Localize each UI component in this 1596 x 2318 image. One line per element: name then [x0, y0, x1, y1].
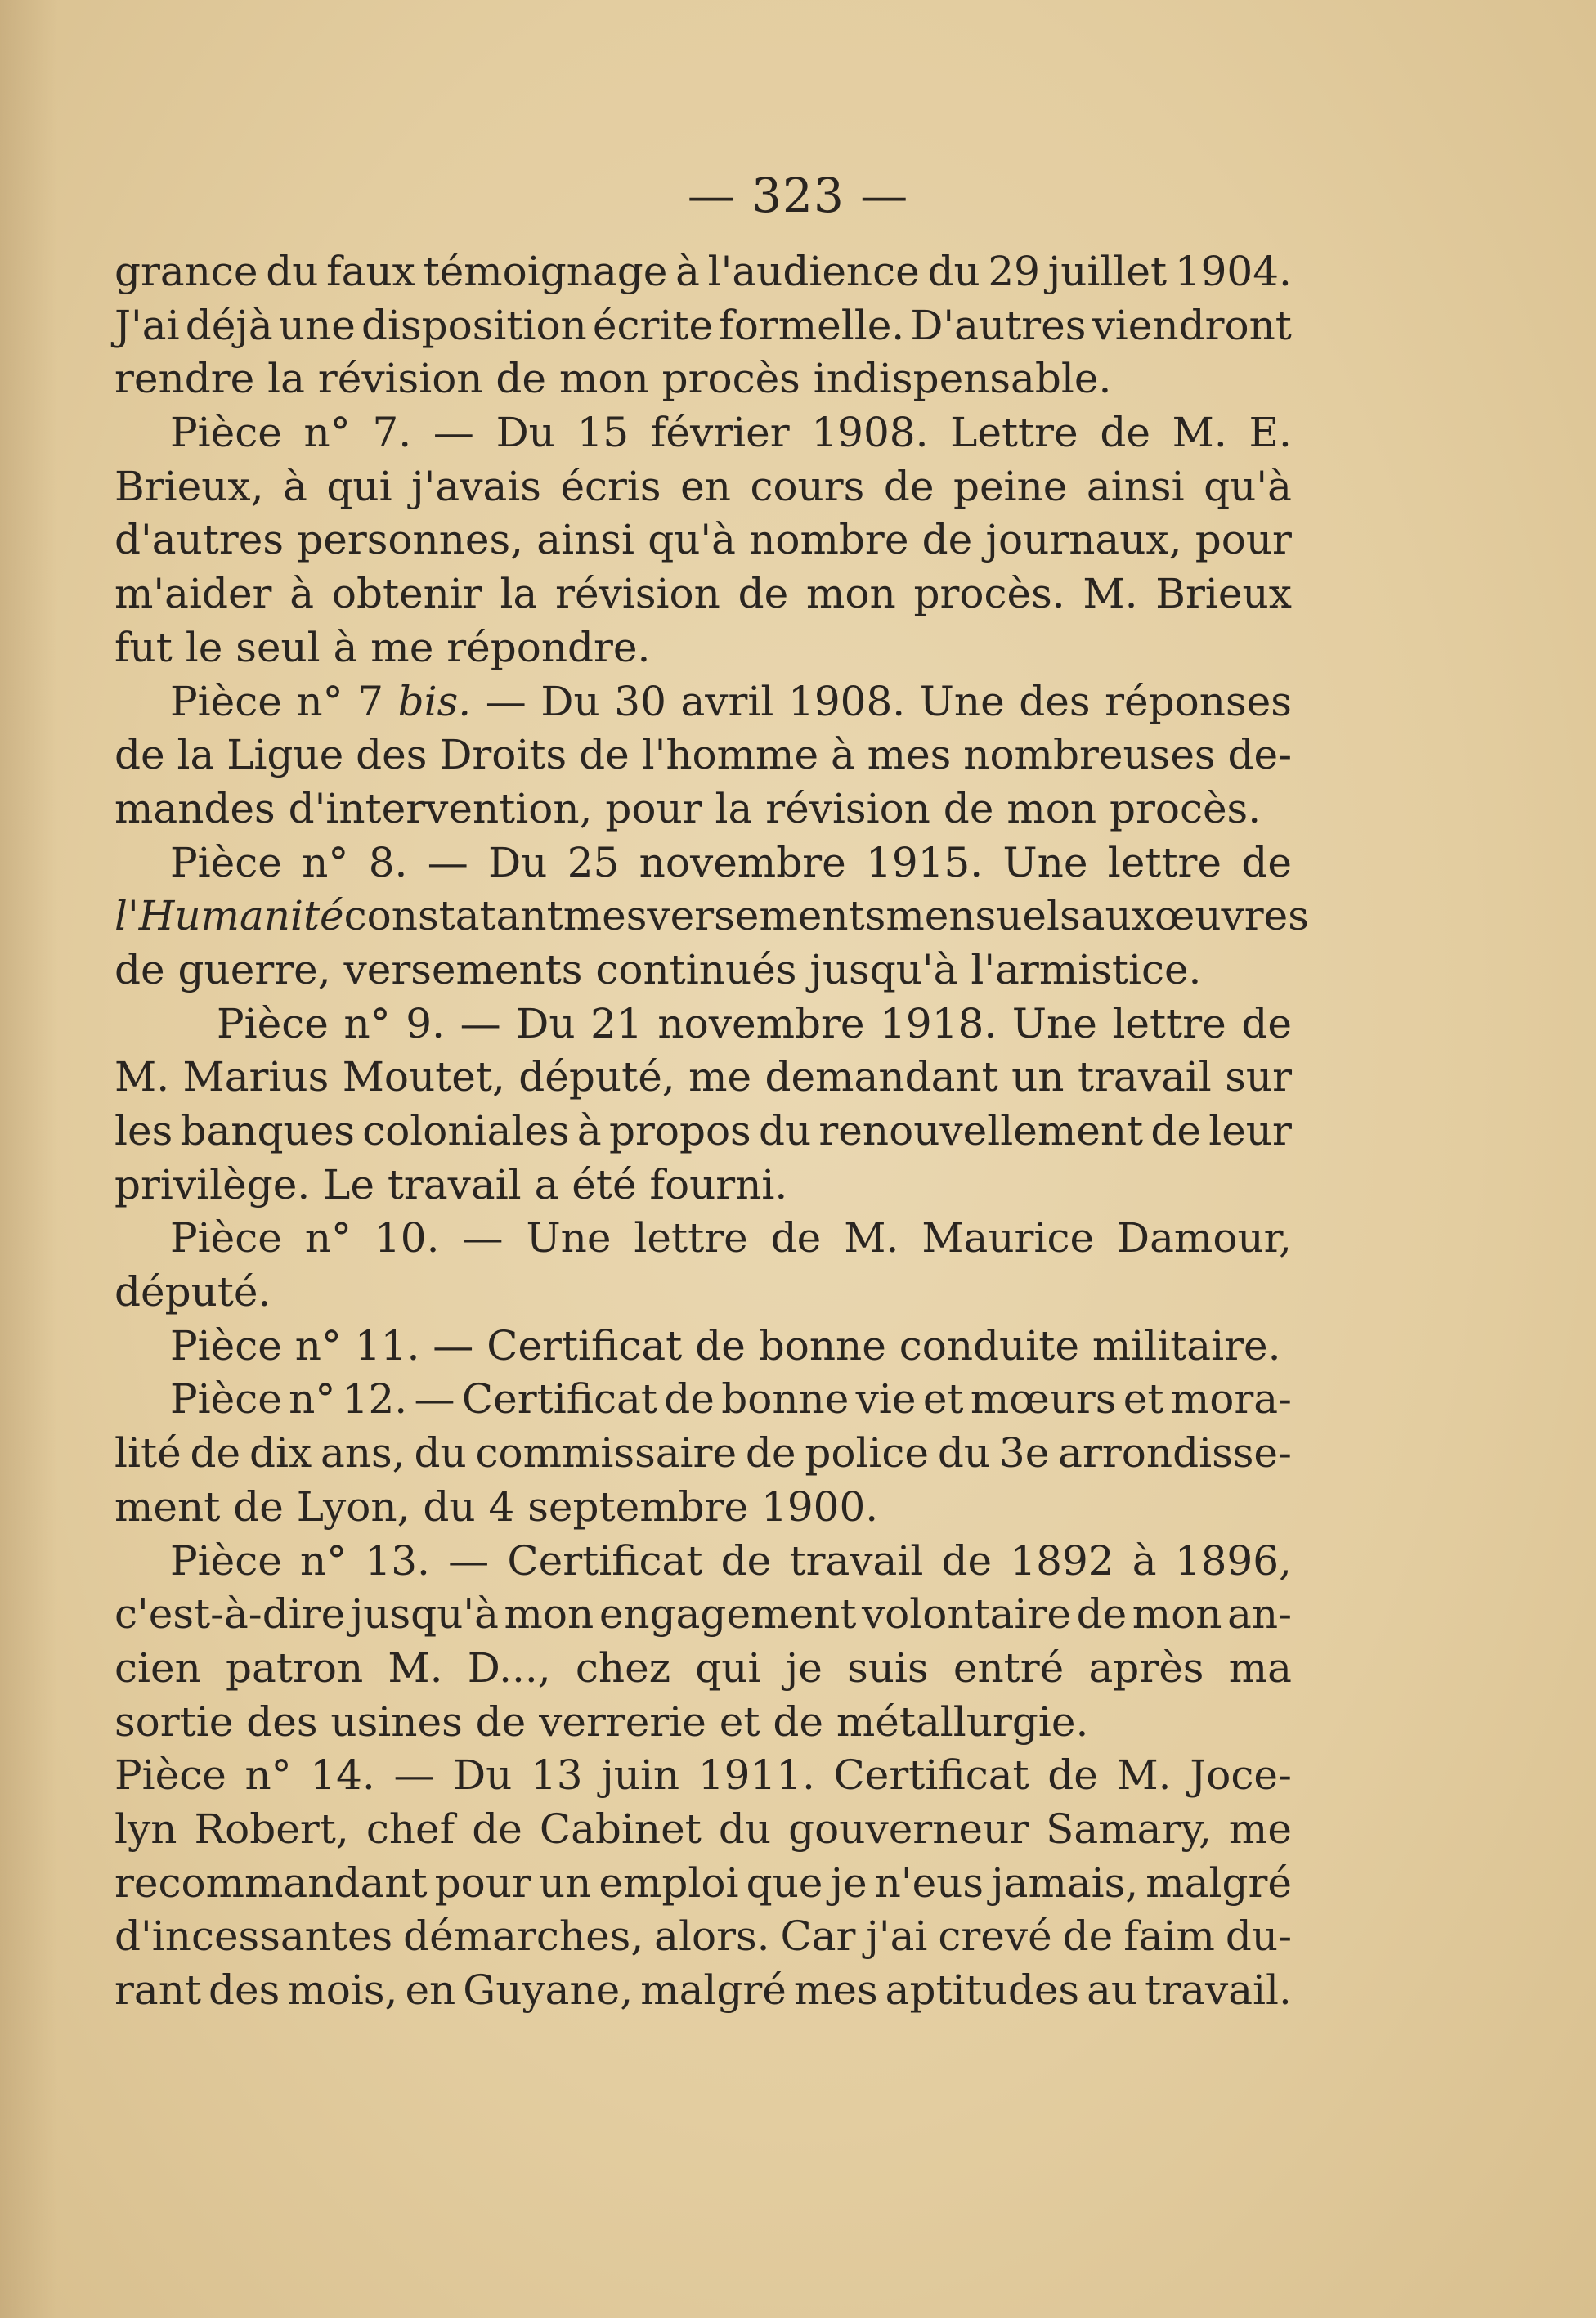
text-line: recommandant pour un emploi que je n'eus jamais, malgré — [114, 1858, 1292, 1907]
text-line: Pièce n° 7. — Du 15 février 1908. Lettre de M. E. — [170, 409, 1292, 457]
text-line: Pièce n° 13. — Certificat de travail de 1892 à 1896, — [170, 1536, 1292, 1585]
text-line: Pièce n° 7 bis. — Du 30 avril 1908. Une des réponses — [170, 677, 1292, 725]
text-line: grance du faux témoignage à l'audience du 29 juillet 1904. — [114, 248, 1292, 295]
text-line: J'ai déjà une disposition écrite formelle. D'autres viendront — [114, 301, 1292, 349]
text-line: Pièce n° 8. — Du 25 novembre 1915. Une lettre de — [170, 838, 1292, 886]
text-line: de guerre, versements continués jusqu'à l'armistice. — [114, 945, 1202, 993]
text-line: rant des mois, en Guyane, malgré mes aptitudes au travail. — [114, 1966, 1292, 2014]
page-edge-shadow — [0, 0, 57, 2318]
text-line: Brieux, à qui j'avais écris en cours de peine ainsi qu'à — [114, 462, 1292, 510]
text-line: m'aider à obtenir la révision de mon procès. M. Brieux — [114, 570, 1292, 618]
text-line: lyn Robert, chef de Cabinet du gouverneur Samary, me — [114, 1805, 1292, 1853]
text-line: d'autres personnes, ainsi qu'à nombre de journaux, pour — [114, 516, 1292, 564]
page-number: — 323 — — [687, 168, 909, 223]
text-line: ment de Lyon, du 4 septembre 1900. — [114, 1482, 879, 1531]
text-line: lité de dix ans, du commissaire de police du 3e arrondisse- — [114, 1429, 1292, 1477]
text-line: rendre la révision de mon procès indispensable. — [114, 355, 1112, 403]
text-line: cien patron M. D..., chez qui je suis entré après ma — [114, 1643, 1292, 1692]
text-line: M. Marius Moutet, député, me demandant un travail sur — [114, 1053, 1292, 1101]
text-line: Pièce n° 14. — Du 13 juin 1911. Certificat de M. Joce- — [114, 1751, 1292, 1800]
text-line: les banques coloniales à propos du renouvellement de leur — [114, 1107, 1292, 1155]
text-line: fut le seul à me répondre. — [114, 623, 651, 671]
text-line: sortie des usines de verrerie et de métallurgie. — [114, 1697, 1089, 1746]
text-line: privilège. Le travail a été fourni. — [114, 1160, 788, 1208]
text-line: Pièce n° 12. — Certificat de bonne vie et mœurs et mora- — [170, 1375, 1292, 1424]
text-line: député. — [114, 1268, 271, 1316]
text-line: d'incessantes démarches, alors. Car j'ai crevé de faim du- — [114, 1912, 1292, 1961]
body-text — [114, 245, 1309, 2018]
text-line: Pièce n° 11. — Certificat de bonne conduite militaire. — [170, 1321, 1281, 1370]
text-line: de la Ligue des Droits de l'homme à mes nombreuses de- — [114, 731, 1292, 779]
text-line: Pièce n° 10. — Une lettre de M. Maurice Damour, — [170, 1214, 1292, 1262]
text-line: mandes d'intervention, pour la révision de mon procès. — [114, 784, 1262, 832]
text-line: l'Humanité constatant mes versements mensuels aux œuvres — [114, 892, 1309, 940]
text-line: Pièce n° 9. — Du 21 novembre 1918. Une lettre de — [217, 999, 1292, 1047]
text-line: c'est-à-dire jusqu'à mon engagement volontaire de mon an- — [114, 1590, 1292, 1639]
